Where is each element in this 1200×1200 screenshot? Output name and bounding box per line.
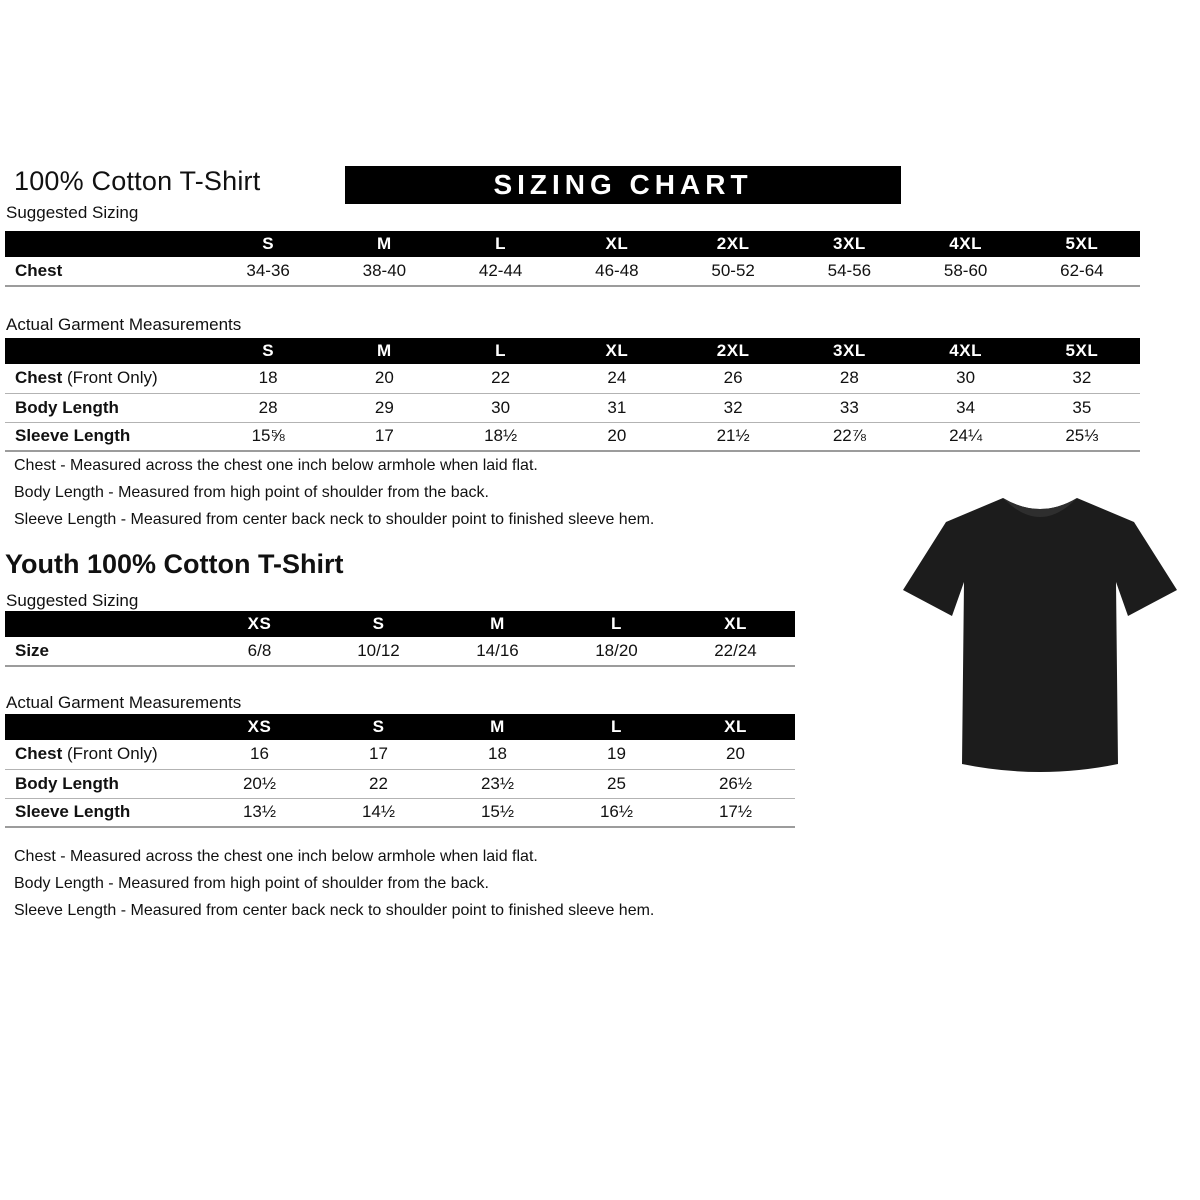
note-sleeve-length: Sleeve Length - Measured from center back neck to shoulder point to finished sleeve hem. (14, 511, 655, 528)
size-col-header: M (326, 231, 442, 257)
measurement-row (5, 637, 795, 666)
size-value-cell: 18 (438, 740, 557, 769)
youth-section-title: Youth 100% Cotton T-Shirt (5, 549, 344, 579)
size-value-cell: 35 (1024, 393, 1140, 422)
size-value-cell: 16 (200, 740, 319, 769)
size-col-header: XL (559, 231, 675, 257)
size-value-cell: 20½ (200, 769, 319, 798)
sizing-chart-banner (345, 166, 901, 204)
size-header-row (5, 714, 795, 740)
size-value-cell: 25 (557, 769, 676, 798)
row-label: Sleeve Length (5, 798, 200, 827)
size-value-cell: 28 (210, 393, 326, 422)
banner-text: SIZING CHART (493, 169, 753, 200)
size-value-cell: 14½ (319, 798, 438, 827)
row-label: Size (5, 637, 200, 666)
size-value-cell: 10/12 (319, 637, 438, 666)
size-value-cell: 6/8 (200, 637, 319, 666)
size-col-header: XL (676, 611, 795, 637)
size-value-cell: 30 (908, 364, 1024, 393)
size-col-header: L (443, 338, 559, 364)
tshirt-body (903, 498, 1177, 772)
size-table (5, 231, 1140, 287)
size-value-cell: 20 (676, 740, 795, 769)
size-col-header: 5XL (1024, 338, 1140, 364)
size-value-cell: 22⅞ (791, 422, 907, 451)
row-label: Chest (Front Only) (5, 740, 200, 769)
adult-suggested-sizing-table (5, 231, 1140, 287)
size-col-header: S (210, 338, 326, 364)
size-value-cell: 31 (559, 393, 675, 422)
size-value-cell: 21½ (675, 422, 791, 451)
size-value-cell: 28 (791, 364, 907, 393)
measurement-row (5, 798, 795, 827)
page-title: 100% Cotton T-Shirt (14, 166, 261, 196)
row-label: Body Length (5, 769, 200, 798)
size-value-cell: 62-64 (1024, 257, 1140, 286)
size-value-cell: 29 (326, 393, 442, 422)
size-value-cell: 16½ (557, 798, 676, 827)
row-label: Chest (5, 257, 210, 286)
header-empty-cell (5, 611, 200, 637)
size-value-cell: 30 (443, 393, 559, 422)
size-col-header: 5XL (1024, 231, 1140, 257)
row-label: Body Length (5, 393, 210, 422)
size-col-header: 3XL (791, 231, 907, 257)
size-value-cell: 24¼ (908, 422, 1024, 451)
size-value-cell: 58-60 (908, 257, 1024, 286)
note-body-length: Body Length - Measured from high point of shoulder from the back. (14, 484, 489, 501)
size-value-cell: 19 (557, 740, 676, 769)
size-col-header: S (319, 611, 438, 637)
size-value-cell: 42-44 (443, 257, 559, 286)
size-value-cell: 13½ (200, 798, 319, 827)
size-col-header: M (438, 611, 557, 637)
youth-suggested-sizing-label: Suggested Sizing (6, 591, 139, 610)
size-col-header: S (319, 714, 438, 740)
row-label: Sleeve Length (5, 422, 210, 451)
size-col-header: XS (200, 611, 319, 637)
header-empty-cell (5, 338, 210, 364)
size-value-cell: 23½ (438, 769, 557, 798)
measurement-row (5, 422, 1140, 451)
size-value-cell: 15½ (438, 798, 557, 827)
size-value-cell: 15⅝ (210, 422, 326, 451)
size-value-cell: 20 (559, 422, 675, 451)
size-value-cell: 22 (443, 364, 559, 393)
size-value-cell: 22/24 (676, 637, 795, 666)
header-empty-cell (5, 231, 210, 257)
size-value-cell: 46-48 (559, 257, 675, 286)
size-table (5, 611, 795, 667)
size-value-cell: 18½ (443, 422, 559, 451)
size-col-header: 4XL (908, 338, 1024, 364)
size-value-cell: 17 (326, 422, 442, 451)
size-value-cell: 22 (319, 769, 438, 798)
tshirt-image (890, 468, 1190, 820)
size-table (5, 714, 795, 828)
size-value-cell: 17½ (676, 798, 795, 827)
size-col-header: L (557, 714, 676, 740)
size-col-header: XL (676, 714, 795, 740)
size-col-header: XS (200, 714, 319, 740)
size-col-header: XL (559, 338, 675, 364)
size-value-cell: 54-56 (791, 257, 907, 286)
adult-actual-measurements-table (5, 338, 1140, 452)
size-col-header: 2XL (675, 231, 791, 257)
size-col-header: M (438, 714, 557, 740)
adult-measurement-notes (14, 452, 654, 533)
size-value-cell: 38-40 (326, 257, 442, 286)
measurement-row (5, 364, 1140, 393)
size-value-cell: 18 (210, 364, 326, 393)
note-body-length: Body Length - Measured from high point of shoulder from the back. (14, 875, 489, 892)
youth-measurement-notes (14, 843, 654, 924)
size-value-cell: 26 (675, 364, 791, 393)
youth-actual-measurements-table (5, 714, 795, 828)
note-sleeve-length: Sleeve Length - Measured from center back neck to shoulder point to finished sleeve hem. (14, 902, 655, 919)
size-value-cell: 26½ (676, 769, 795, 798)
size-value-cell: 33 (791, 393, 907, 422)
measurement-row (5, 769, 795, 798)
size-col-header: 2XL (675, 338, 791, 364)
adult-actual-measurements-label: Actual Garment Measurements (6, 315, 242, 334)
size-value-cell: 34 (908, 393, 1024, 422)
size-value-cell: 20 (326, 364, 442, 393)
note-chest: Chest - Measured across the chest one inch below armhole when laid flat. (14, 848, 538, 865)
size-col-header: L (443, 231, 559, 257)
row-label: Chest (Front Only) (5, 364, 210, 393)
measurement-row (5, 740, 795, 769)
header-empty-cell (5, 714, 200, 740)
size-value-cell: 32 (675, 393, 791, 422)
measurement-row (5, 393, 1140, 422)
adult-suggested-sizing-label: Suggested Sizing (6, 203, 139, 222)
size-col-header: 4XL (908, 231, 1024, 257)
size-value-cell: 32 (1024, 364, 1140, 393)
youth-suggested-sizing-table (5, 611, 795, 667)
size-col-header: L (557, 611, 676, 637)
size-value-cell: 14/16 (438, 637, 557, 666)
youth-actual-measurements-label: Actual Garment Measurements (6, 693, 242, 712)
note-chest: Chest - Measured across the chest one inch below armhole when laid flat. (14, 457, 538, 474)
size-col-header: M (326, 338, 442, 364)
size-value-cell: 34-36 (210, 257, 326, 286)
size-header-row (5, 611, 795, 637)
size-header-row (5, 231, 1140, 257)
size-value-cell: 50-52 (675, 257, 791, 286)
size-col-header: S (210, 231, 326, 257)
size-value-cell: 17 (319, 740, 438, 769)
size-col-header: 3XL (791, 338, 907, 364)
size-table (5, 338, 1140, 452)
size-value-cell: 18/20 (557, 637, 676, 666)
measurement-row (5, 257, 1140, 286)
size-value-cell: 25⅓ (1024, 422, 1140, 451)
size-header-row (5, 338, 1140, 364)
size-value-cell: 24 (559, 364, 675, 393)
